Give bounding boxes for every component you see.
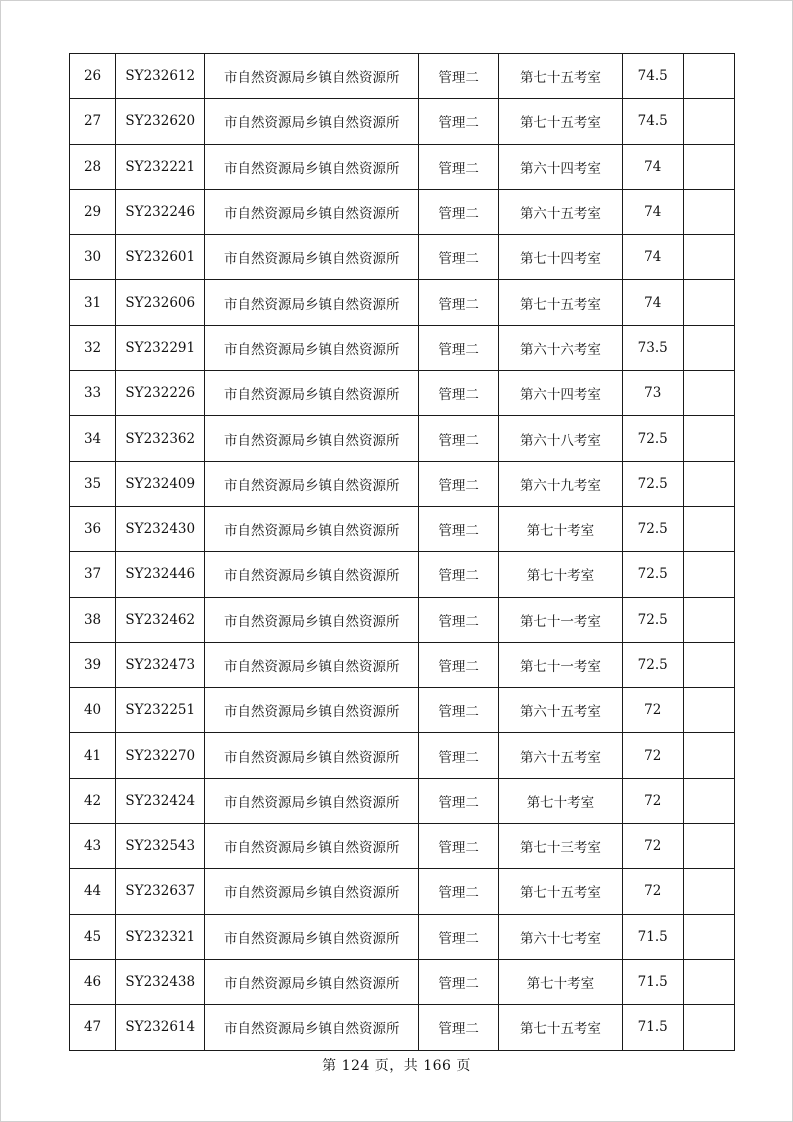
employer-unit-cell: 市自然资源局乡镇自然资源所	[205, 869, 419, 914]
score-cell: 74.5	[622, 54, 683, 99]
candidate-id-cell: SY232473	[116, 642, 205, 687]
score-cell: 74	[622, 235, 683, 280]
table-row	[70, 325, 735, 370]
employer-unit-cell: 市自然资源局乡镇自然资源所	[205, 189, 419, 234]
position-cell: 管理二	[419, 597, 499, 642]
table-row	[70, 416, 735, 461]
table-row	[70, 642, 735, 687]
exam-room-cell: 第六十四考室	[499, 371, 622, 416]
exam-room-cell: 第七十五考室	[499, 54, 622, 99]
candidate-id-cell: SY232446	[116, 552, 205, 597]
employer-unit-cell: 市自然资源局乡镇自然资源所	[205, 778, 419, 823]
row-number-cell: 33	[70, 371, 116, 416]
employer-unit-cell: 市自然资源局乡镇自然资源所	[205, 642, 419, 687]
score-cell: 72	[622, 688, 683, 733]
exam-room-cell: 第七十考室	[499, 959, 622, 1004]
position-cell: 管理二	[419, 733, 499, 778]
position-cell: 管理二	[419, 914, 499, 959]
position-cell: 管理二	[419, 235, 499, 280]
candidate-id-cell: SY232221	[116, 144, 205, 189]
candidate-id-cell: SY232362	[116, 416, 205, 461]
row-number-cell: 28	[70, 144, 116, 189]
exam-room-cell: 第六十四考室	[499, 144, 622, 189]
row-number-cell: 44	[70, 869, 116, 914]
employer-unit-cell: 市自然资源局乡镇自然资源所	[205, 688, 419, 733]
exam-room-cell: 第七十五考室	[499, 280, 622, 325]
score-cell: 72.5	[622, 416, 683, 461]
score-cell: 72	[622, 824, 683, 869]
employer-unit-cell: 市自然资源局乡镇自然资源所	[205, 824, 419, 869]
table-row	[70, 869, 735, 914]
candidate-id-cell: SY232321	[116, 914, 205, 959]
employer-unit-cell: 市自然资源局乡镇自然资源所	[205, 552, 419, 597]
table-row	[70, 144, 735, 189]
table-row	[70, 99, 735, 144]
row-number-cell: 38	[70, 597, 116, 642]
table-row	[70, 1005, 735, 1050]
candidate-id-cell: SY232606	[116, 280, 205, 325]
remark-cell	[683, 461, 734, 506]
exam-room-cell: 第七十考室	[499, 552, 622, 597]
remark-cell	[683, 506, 734, 551]
row-number-cell: 40	[70, 688, 116, 733]
position-cell: 管理二	[419, 189, 499, 234]
remark-cell	[683, 959, 734, 1004]
exam-room-cell: 第六十五考室	[499, 688, 622, 733]
row-number-cell: 43	[70, 824, 116, 869]
employer-unit-cell: 市自然资源局乡镇自然资源所	[205, 959, 419, 1004]
row-number-cell: 42	[70, 778, 116, 823]
remark-cell	[683, 642, 734, 687]
score-cell: 71.5	[622, 1005, 683, 1050]
candidate-id-cell: SY232226	[116, 371, 205, 416]
table-row	[70, 461, 735, 506]
position-cell: 管理二	[419, 325, 499, 370]
candidate-id-cell: SY232614	[116, 1005, 205, 1050]
position-cell: 管理二	[419, 642, 499, 687]
row-number-cell: 26	[70, 54, 116, 99]
row-number-cell: 27	[70, 99, 116, 144]
position-cell: 管理二	[419, 688, 499, 733]
candidate-id-cell: SY232424	[116, 778, 205, 823]
position-cell: 管理二	[419, 869, 499, 914]
row-number-cell: 45	[70, 914, 116, 959]
score-cell: 72.5	[622, 642, 683, 687]
score-cell: 73	[622, 371, 683, 416]
remark-cell	[683, 552, 734, 597]
score-cell: 73.5	[622, 325, 683, 370]
remark-cell	[683, 371, 734, 416]
exam-room-cell: 第七十四考室	[499, 235, 622, 280]
table-row	[70, 688, 735, 733]
row-number-cell: 47	[70, 1005, 116, 1050]
candidate-id-cell: SY232612	[116, 54, 205, 99]
candidate-id-cell: SY232251	[116, 688, 205, 733]
employer-unit-cell: 市自然资源局乡镇自然资源所	[205, 144, 419, 189]
candidate-id-cell: SY232270	[116, 733, 205, 778]
table-row	[70, 824, 735, 869]
score-cell: 72.5	[622, 597, 683, 642]
score-cell: 72.5	[622, 552, 683, 597]
exam-room-cell: 第七十一考室	[499, 597, 622, 642]
position-cell: 管理二	[419, 778, 499, 823]
remark-cell	[683, 189, 734, 234]
score-cell: 71.5	[622, 914, 683, 959]
score-cell: 72.5	[622, 461, 683, 506]
row-number-cell: 35	[70, 461, 116, 506]
remark-cell	[683, 733, 734, 778]
score-cell: 74.5	[622, 99, 683, 144]
results-table-body	[70, 54, 735, 1051]
position-cell: 管理二	[419, 144, 499, 189]
table-row	[70, 280, 735, 325]
exam-room-cell: 第七十考室	[499, 778, 622, 823]
candidate-id-cell: SY232430	[116, 506, 205, 551]
candidate-id-cell: SY232543	[116, 824, 205, 869]
remark-cell	[683, 144, 734, 189]
remark-cell	[683, 824, 734, 869]
exam-room-cell: 第六十七考室	[499, 914, 622, 959]
employer-unit-cell: 市自然资源局乡镇自然资源所	[205, 597, 419, 642]
position-cell: 管理二	[419, 824, 499, 869]
remark-cell	[683, 280, 734, 325]
row-number-cell: 31	[70, 280, 116, 325]
remark-cell	[683, 688, 734, 733]
table-row	[70, 371, 735, 416]
score-cell: 72.5	[622, 506, 683, 551]
table-row	[70, 914, 735, 959]
position-cell: 管理二	[419, 280, 499, 325]
exam-room-cell: 第六十五考室	[499, 733, 622, 778]
remark-cell	[683, 54, 734, 99]
remark-cell	[683, 778, 734, 823]
remark-cell	[683, 597, 734, 642]
score-cell: 74	[622, 144, 683, 189]
candidate-id-cell: SY232462	[116, 597, 205, 642]
results-table	[69, 53, 735, 1051]
score-cell: 72	[622, 778, 683, 823]
exam-room-cell: 第七十考室	[499, 506, 622, 551]
employer-unit-cell: 市自然资源局乡镇自然资源所	[205, 416, 419, 461]
row-number-cell: 41	[70, 733, 116, 778]
position-cell: 管理二	[419, 54, 499, 99]
table-row	[70, 733, 735, 778]
position-cell: 管理二	[419, 506, 499, 551]
employer-unit-cell: 市自然资源局乡镇自然资源所	[205, 280, 419, 325]
exam-room-cell: 第六十九考室	[499, 461, 622, 506]
remark-cell	[683, 914, 734, 959]
table-row	[70, 552, 735, 597]
row-number-cell: 30	[70, 235, 116, 280]
position-cell: 管理二	[419, 959, 499, 1004]
table-row	[70, 54, 735, 99]
score-cell: 74	[622, 189, 683, 234]
score-cell: 72	[622, 733, 683, 778]
remark-cell	[683, 99, 734, 144]
row-number-cell: 39	[70, 642, 116, 687]
row-number-cell: 29	[70, 189, 116, 234]
employer-unit-cell: 市自然资源局乡镇自然资源所	[205, 371, 419, 416]
candidate-id-cell: SY232291	[116, 325, 205, 370]
employer-unit-cell: 市自然资源局乡镇自然资源所	[205, 914, 419, 959]
table-row	[70, 959, 735, 1004]
candidate-id-cell: SY232409	[116, 461, 205, 506]
exam-room-cell: 第六十五考室	[499, 189, 622, 234]
employer-unit-cell: 市自然资源局乡镇自然资源所	[205, 1005, 419, 1050]
score-cell: 72	[622, 869, 683, 914]
exam-room-cell: 第六十八考室	[499, 416, 622, 461]
score-cell: 74	[622, 280, 683, 325]
exam-room-cell: 第七十五考室	[499, 869, 622, 914]
table-row	[70, 506, 735, 551]
position-cell: 管理二	[419, 371, 499, 416]
remark-cell	[683, 1005, 734, 1050]
candidate-id-cell: SY232620	[116, 99, 205, 144]
position-cell: 管理二	[419, 416, 499, 461]
page-footer: 第 124 页，共 166 页	[322, 1058, 471, 1074]
candidate-id-cell: SY232246	[116, 189, 205, 234]
employer-unit-cell: 市自然资源局乡镇自然资源所	[205, 99, 419, 144]
employer-unit-cell: 市自然资源局乡镇自然资源所	[205, 235, 419, 280]
position-cell: 管理二	[419, 461, 499, 506]
employer-unit-cell: 市自然资源局乡镇自然资源所	[205, 325, 419, 370]
position-cell: 管理二	[419, 1005, 499, 1050]
row-number-cell: 34	[70, 416, 116, 461]
table-row	[70, 778, 735, 823]
exam-room-cell: 第六十六考室	[499, 325, 622, 370]
row-number-cell: 37	[70, 552, 116, 597]
exam-room-cell: 第七十三考室	[499, 824, 622, 869]
employer-unit-cell: 市自然资源局乡镇自然资源所	[205, 54, 419, 99]
table-row	[70, 597, 735, 642]
position-cell: 管理二	[419, 99, 499, 144]
exam-room-cell: 第七十五考室	[499, 99, 622, 144]
row-number-cell: 46	[70, 959, 116, 1004]
exam-room-cell: 第七十一考室	[499, 642, 622, 687]
row-number-cell: 32	[70, 325, 116, 370]
position-cell: 管理二	[419, 552, 499, 597]
employer-unit-cell: 市自然资源局乡镇自然资源所	[205, 461, 419, 506]
exam-room-cell: 第七十五考室	[499, 1005, 622, 1050]
row-number-cell: 36	[70, 506, 116, 551]
score-cell: 71.5	[622, 959, 683, 1004]
employer-unit-cell: 市自然资源局乡镇自然资源所	[205, 733, 419, 778]
employer-unit-cell: 市自然资源局乡镇自然资源所	[205, 506, 419, 551]
remark-cell	[683, 869, 734, 914]
remark-cell	[683, 416, 734, 461]
remark-cell	[683, 325, 734, 370]
candidate-id-cell: SY232601	[116, 235, 205, 280]
candidate-id-cell: SY232438	[116, 959, 205, 1004]
table-row	[70, 189, 735, 234]
candidate-id-cell: SY232637	[116, 869, 205, 914]
remark-cell	[683, 235, 734, 280]
table-row	[70, 235, 735, 280]
